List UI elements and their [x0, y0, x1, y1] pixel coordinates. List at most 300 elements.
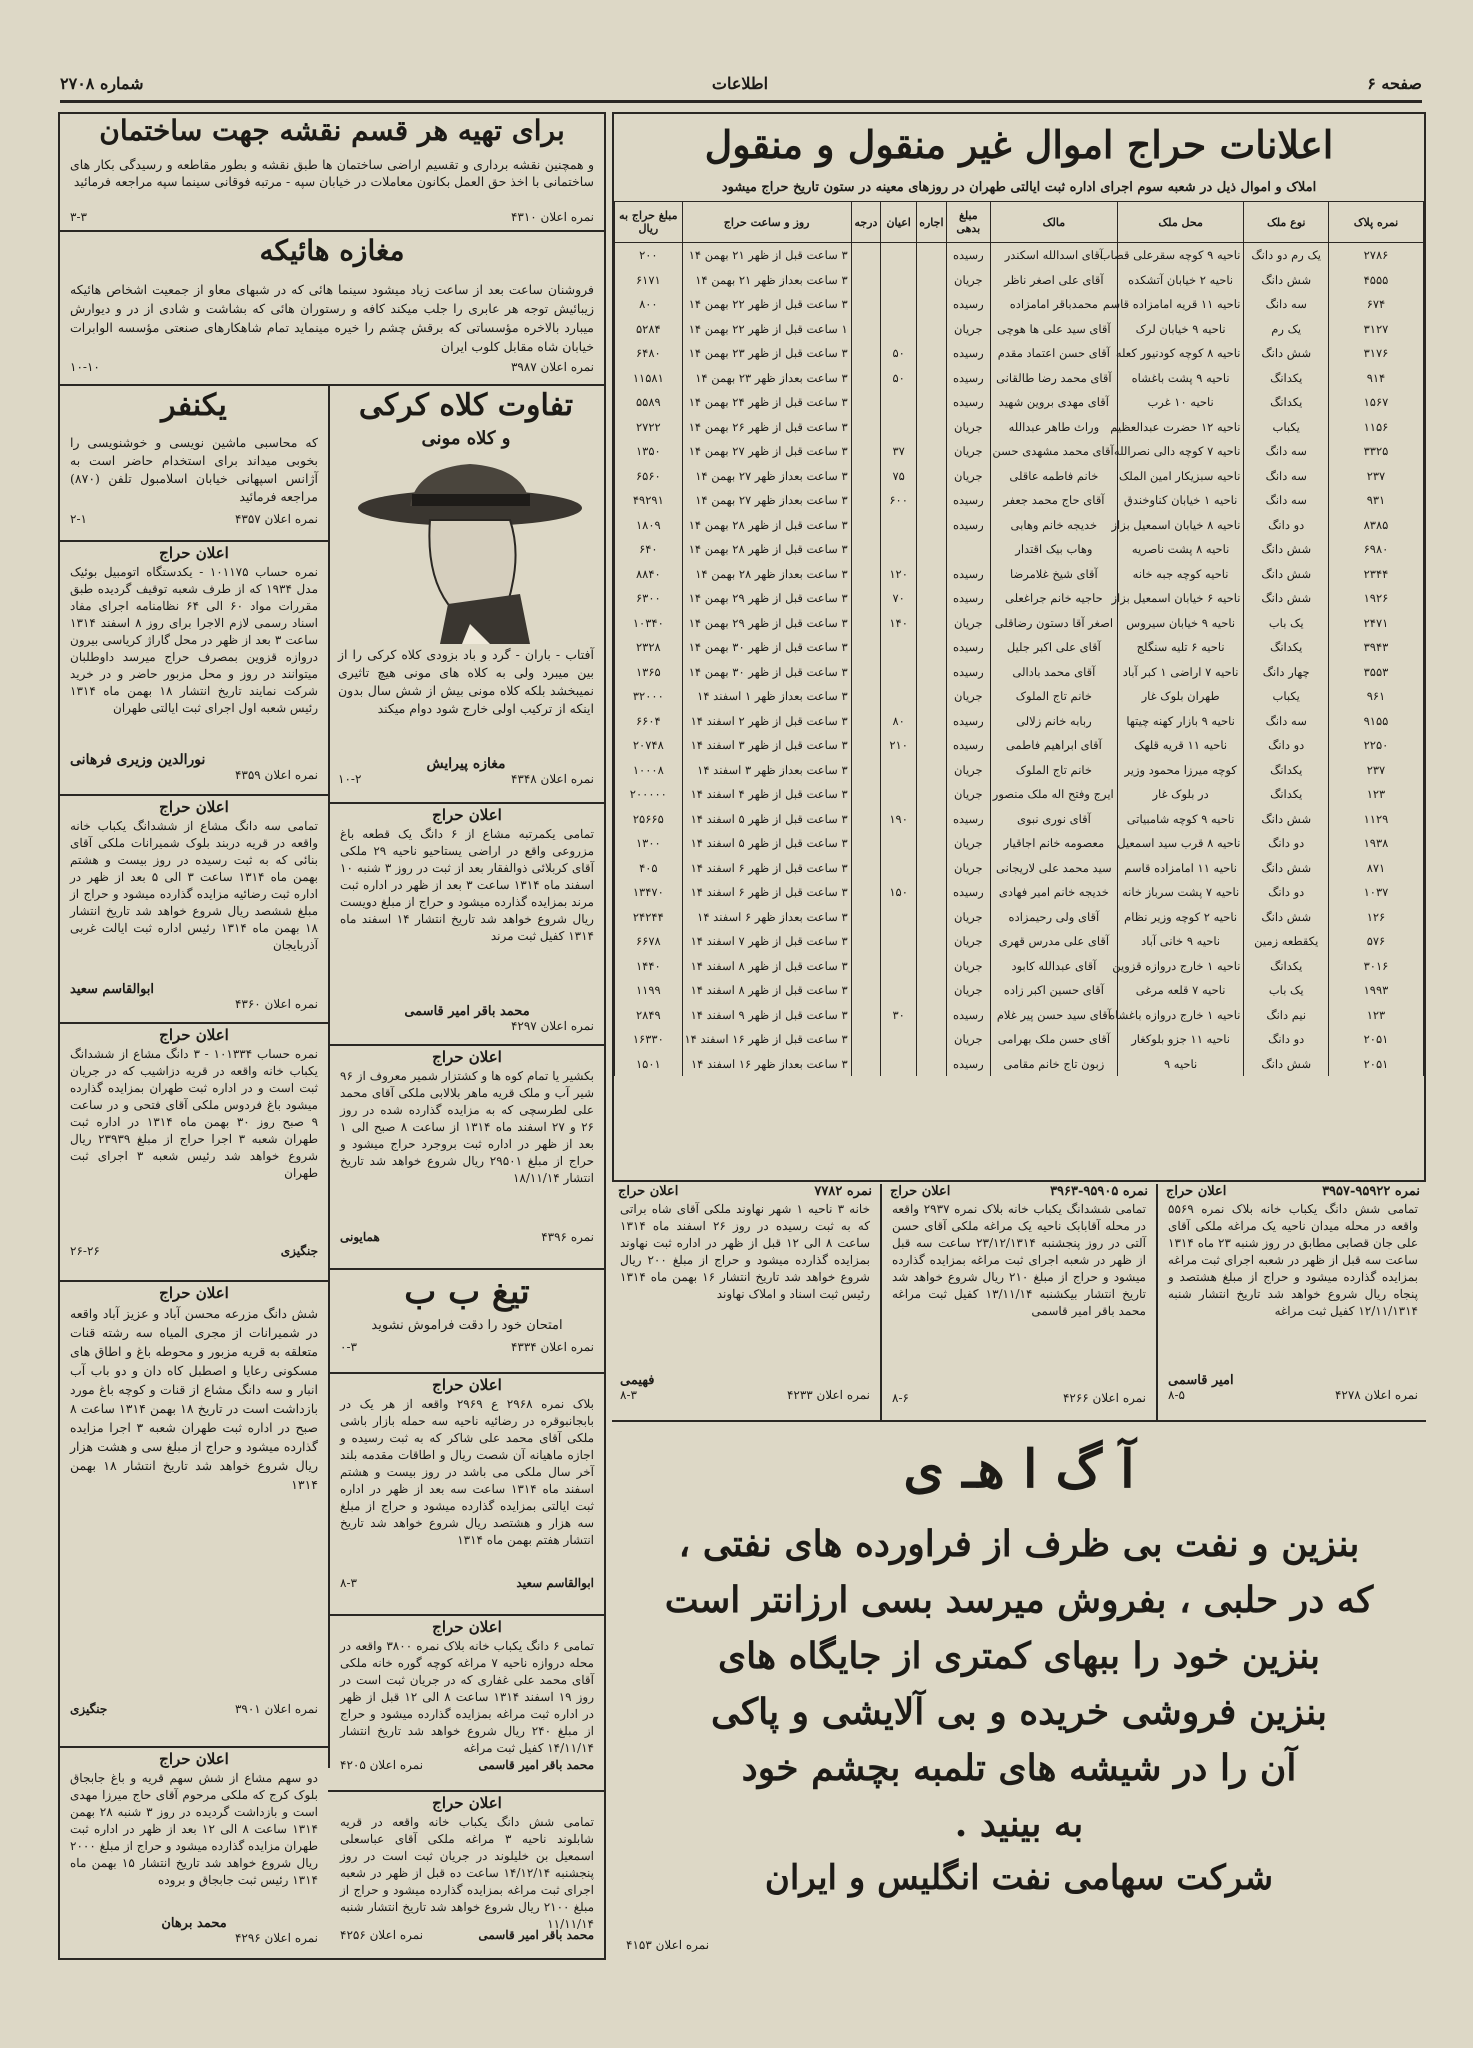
table-cell [917, 856, 947, 881]
table-row [615, 880, 1424, 905]
table-cell: جریان [946, 1027, 990, 1052]
table-cell: ۱۶۳۳۰ [615, 1027, 683, 1052]
table-header-cell: اجاره [917, 202, 947, 243]
table-cell [851, 317, 881, 342]
table-cell: ۳ ساعت قبل از ظهر ۲۹ بهمن ۱۴ [682, 586, 851, 611]
table-cell [851, 880, 881, 905]
table-cell [917, 1027, 947, 1052]
table-row [615, 782, 1424, 807]
table-cell: یکدانگ [1244, 782, 1328, 807]
auction-h-body: بلاک نمره ۲۹۶۸ ع ۲۹۶۹ واقعه از هر یک در بابجانبوقره در رضائیه ناحیه سه حمله بازار باشی ملکی آقای محمد علی شاکر که به ثبت رسیده و اجازه ماهیانه آن شصت ریال و اطاقات مقدمه بلند آخر سال ملکی می باشد در روز بیست و هشتم اسفند ماه ۱۳۱۴ ساعت سه بعد از ظهر در اداره ثبت ایالتی بمزایده گذارده میشود و حراج از مبلغ سه هزار و هشتصد ریال شروع خواهد شد تاریخ انتشار هفتم بهمن ماه ۱۳۱۴ [340, 1397, 594, 1547]
table-cell: ۳ ساعت قبل از ظهر ۶ اسفند ۱۴ [682, 856, 851, 881]
table-cell [881, 978, 917, 1003]
mid-ad-2-body: تمامی ششدانگ یکباب خانه بلاک نمره ۲۹۳۷ واقعه در محله آقابابک ناحیه یک مراغه ملکی آقای حسن آلتی در روز پنجشنبه ۲۳/۱۲/۱۳۱۴ ساعت سه قبل از ظهر در شعبه اجرای ثبت مراغه بمزایده گذارده میشود و حراج از مبلغ ۲۱۰ ریال شروع خواهد شد تاریخ انتشار بیکشنبه ۱۳/۱۱/۱۴ کفیل ثبت مراغه محمد باقر امیر قاسمی [892, 1202, 1147, 1318]
table-cell: ۳۷ [881, 439, 917, 464]
auction-j-body: تمامی شش دانگ یکباب خانه واقعه در قریه شابلوند ناحیه ۳ مراغه ملکی آقای عباسعلی اسمعیل بن خلیلوند در جریان ثبت است در روز پنجشنبه ۱۴/۱۲/۱۴ ساعت ده قبل از ظهر در شعبه اجرای ثبت مراغه بمزایده گذارده میشود و حراج از مبلغ ۲۱۰۰ ریال شروع خواهد شد تاریخ انتشار شنبه ۱۱/۱۱/۱۴ [340, 1815, 594, 1931]
table-cell: ۶۶۰۴ [615, 709, 683, 734]
table-cell: طهران بلوک غار [1117, 684, 1244, 709]
table-cell [917, 586, 947, 611]
table-cell: جریان [946, 978, 990, 1003]
mid-ad-2-num: نمره ۹۵۹۰۵-۳۹۶۳ [1050, 1184, 1148, 1199]
table-header-cell: روز و ساعت حراج [682, 202, 851, 243]
table-cell: ناحیه ۹ خانی آباد [1117, 929, 1244, 954]
table-cell [851, 978, 881, 1003]
table-cell: ناحیه ۱۱ جزو بلوکغار [1117, 1027, 1244, 1052]
table-cell: ناحیه ۷ قلعه مرغی [1117, 978, 1244, 1003]
table-cell: ۱۲۳ [1328, 782, 1423, 807]
table-cell: ۸۰۰ [615, 292, 683, 317]
table-row [615, 268, 1424, 293]
table-cell: ۴۹۲۹۱ [615, 488, 683, 513]
auction-g-head: اعلان حراج [432, 1048, 502, 1066]
table-cell: ۱۵۶۷ [1328, 390, 1423, 415]
mid-ad-2-foot: نمره اعلان ۴۲۶۶ [1062, 1391, 1146, 1405]
table-cell: ناحیه ۹ کوچه سقرعلی قصاب [1117, 243, 1244, 268]
table-cell: ۵۵۸۹ [615, 390, 683, 415]
divider [58, 794, 328, 796]
yeknafar-number: نمره اعلان ۴۳۵۷ [234, 512, 318, 526]
table-cell [851, 611, 881, 636]
mid-ad-1-head: اعلان حراج [1166, 1184, 1227, 1199]
auction-d [62, 1284, 326, 1744]
table-cell: ۳ ساعت قبل از ظهر ۸ اسفند ۱۴ [682, 954, 851, 979]
table-cell: در بلوک غار [1117, 782, 1244, 807]
table-cell: آقای علی اصغر ناظر [991, 268, 1118, 293]
auction-b-head: اعلان حراج [159, 798, 229, 816]
table-cell: ناحیه ۱ خارج دروازه قزوین [1117, 954, 1244, 979]
table-cell: ۲۰۷۴۸ [615, 733, 683, 758]
mid-ad-3 [612, 1184, 878, 1420]
table-cell: ناحیه ۶ خیابان اسمعیل بزاز [1117, 586, 1244, 611]
teegh-body: امتحان خود را دقت فراموش نشوید [371, 1318, 563, 1333]
table-cell: ۲۳۲۸ [615, 635, 683, 660]
table-cell: ۱۱۹۹ [615, 978, 683, 1003]
table-cell [851, 807, 881, 832]
table-cell: آقای شیخ غلامرضا [991, 562, 1118, 587]
auction-g-body: بکشیر یا تمام کوه ها و کشتزار شمیر معروف از ۹۶ شیر آب و ملک قریه ماهر بلالابی ملکی آقای محمد علی لطرسچی که به مزایده گذارده شده در روز ۲۶ و ۲۷ اسفند ماه ۱۳۱۴ از ساعت ۸ صبح الی ۱ بعد از ظهر در اداره ثبت بروجرد حراج میشود و حراج از مبلغ ۲۹۵۰۱ ریال شروع خواهد شد تاریخ انتشار ۱۸/۱۱/۱۴ [340, 1069, 594, 1185]
table-cell: رسیده [946, 341, 990, 366]
table-cell: رسیده [946, 243, 990, 268]
table-header-cell: اعیان [881, 202, 917, 243]
table-cell: ۳ ساعت بعداز ظهر ۲۱ بهمن ۱۴ [682, 268, 851, 293]
auction-c-number: ۲۶-۲۶ [70, 1244, 100, 1258]
yeknafar-code: ۲-۱ [70, 512, 87, 526]
auction-c-sign: جنگیزی [280, 1244, 318, 1258]
table-cell: آقای حاج محمد جعفر [991, 488, 1118, 513]
table-cell [917, 366, 947, 391]
table-cell: ۳ ساعت بعداز ظهر ۱۶ اسفند ۱۴ [682, 1052, 851, 1077]
table-cell: ۲۰۵۱ [1328, 1052, 1423, 1077]
masthead [60, 72, 1422, 98]
table-row [615, 415, 1424, 440]
table-cell: ۹۱۵۵ [1328, 709, 1423, 734]
table-cell: آقای علی مدرس قهری [991, 929, 1118, 954]
table-cell: حاجیه خانم جراغعلی [991, 586, 1118, 611]
divider [328, 802, 606, 804]
table-cell: رسیده [946, 660, 990, 685]
table-cell: ۱۳۵۰ [615, 439, 683, 464]
table-cell: ۳ ساعت قبل از ظهر ۲۴ بهمن ۱۴ [682, 390, 851, 415]
table-cell: یک رم دو دانگ [1244, 243, 1328, 268]
table-cell: ۶۷۴ [1328, 292, 1423, 317]
table-header-cell: مالک [991, 202, 1118, 243]
table-row [615, 1027, 1424, 1052]
table-cell: شش دانگ [1244, 905, 1328, 930]
table-cell: آقای سید علی ها هوچی [991, 317, 1118, 342]
table-cell: ناحیه ۱ خارج دروازه باغشاه [1117, 1003, 1244, 1028]
table-cell: ۹۱۴ [1328, 366, 1423, 391]
mid-ad-2-code: ۸-۶ [892, 1391, 909, 1405]
table-cell: ناحیه ۹ بازار کهنه چیتها [1117, 709, 1244, 734]
table-cell: اصغر آقا دستون رضاقلی [991, 611, 1118, 636]
table-cell [881, 660, 917, 685]
table-cell: ۳ ساعت قبل از ظهر ۵ اسفند ۱۴ [682, 807, 851, 832]
table-cell [881, 292, 917, 317]
table-cell: ۱۵۰ [881, 880, 917, 905]
table-cell: زبون تاج خانم مقامی [991, 1052, 1118, 1077]
table-cell: ۸۸۴۰ [615, 562, 683, 587]
table-cell: ۱۴۴۰ [615, 954, 683, 979]
table-cell: ۳ ساعت قبل از ظهر ۳ اسفند ۱۴ [682, 733, 851, 758]
table-row [615, 831, 1424, 856]
table-cell: یکدانگ [1244, 390, 1328, 415]
divider [328, 1044, 606, 1046]
table-cell: ناحیه ۱۱ قریه قلهک [1117, 733, 1244, 758]
table-cell: جریان [946, 268, 990, 293]
table-cell [851, 513, 881, 538]
table-cell: ۲۰۰ [615, 243, 683, 268]
table-cell: ۳ ساعت قبل از ظهر ۴ اسفند ۱۴ [682, 782, 851, 807]
table-cell: ۳ ساعت قبل از ظهر ۸ اسفند ۱۴ [682, 978, 851, 1003]
table-cell: ۲۵۶۶۵ [615, 807, 683, 832]
table-cell: ۳ ساعت قبل از ظهر ۲۲ بهمن ۱۴ [682, 292, 851, 317]
table-cell: سه دانگ [1244, 464, 1328, 489]
table-header-cell: محل ملک [1117, 202, 1244, 243]
table-cell [881, 243, 917, 268]
table-cell [881, 1052, 917, 1077]
table-row [615, 439, 1424, 464]
table-cell: خدیجه خانم وهابی [991, 513, 1118, 538]
table-row [615, 1052, 1424, 1077]
table-cell: ۱۲۶ [1328, 905, 1423, 930]
table-cell [917, 954, 947, 979]
table-cell: ۳۰ [881, 1003, 917, 1028]
table-cell: ۶۰۰ [881, 488, 917, 513]
table-cell: آقای ولی رحیمزاده [991, 905, 1118, 930]
table-cell [851, 268, 881, 293]
auction-a [62, 544, 326, 792]
auction-a-head: اعلان حراج [159, 544, 229, 562]
auction-j [332, 1794, 602, 1956]
table-cell [851, 635, 881, 660]
table-cell: ۱۴۰ [881, 611, 917, 636]
table-cell [881, 954, 917, 979]
auction-b-sign: ابوالقاسم سعید [70, 982, 155, 997]
table-header-cell: نمره پلاک [1328, 202, 1423, 243]
table-cell: ۱۹۳۸ [1328, 831, 1423, 856]
auction-j-head: اعلان حراج [432, 1794, 502, 1812]
masthead-rule [60, 100, 1422, 103]
auction-d-number: نمره اعلان ۳۹۰۱ [234, 1702, 318, 1716]
auction-title: اعلانات حراج اموال غیر منقول و منقول [704, 122, 1334, 167]
auction-f-sign: محمد باقر امیر قاسمی [404, 1004, 530, 1019]
table-cell: خانم تاج الملوک [991, 758, 1118, 783]
table-cell: ۲۱۰ [881, 733, 917, 758]
table-cell [851, 929, 881, 954]
table-cell: ۱۲۰ [881, 562, 917, 587]
table-cell: دو دانگ [1244, 880, 1328, 905]
table-cell: شش دانگ [1244, 1052, 1328, 1077]
table-cell: ۹۳۱ [1328, 488, 1423, 513]
table-cell: ۷۰ [881, 586, 917, 611]
table-cell: ۲۷۲۲ [615, 415, 683, 440]
table-cell: ۳ ساعت بعداز ظهر ۲۷ بهمن ۱۴ [682, 488, 851, 513]
map-ad [62, 114, 602, 228]
table-cell: ۳۵۵۳ [1328, 660, 1423, 685]
table-cell: ناحیه سبزیکار امین الملک [1117, 464, 1244, 489]
table-header-cell: مبلغ حراج به ریال [615, 202, 683, 243]
table-cell: جریان [946, 905, 990, 930]
table-cell: ناحیه ۱۲ حضرت عبدالعظیم [1117, 415, 1244, 440]
table-cell: رسیده [946, 880, 990, 905]
haika-body: فروشنان ساعت بعد از ساعت زیاد میشود سینما هائی که در شبهای معاو از جمعیت اشخاص هائیکه زیبائیش توجه هر عابری را جلب میکند کافه و رستوران هائی که بشاشت و شادی از در و دیوارش میبارد بالاخره مؤسساتی که برقش چشم را خیره مینماید تمام شاهکارهای صنعتی مؤسسه الوابرات خیابان شاه مقابل کلوب ایران [70, 282, 594, 354]
table-cell: شش دانگ [1244, 562, 1328, 587]
hat-ad-subtitle: و کلاه مونی [421, 428, 511, 449]
table-cell: دو دانگ [1244, 513, 1328, 538]
table-row [615, 758, 1424, 783]
table-cell [881, 782, 917, 807]
oil-notice-company: شرکت سهامی نفت انگلیس و ایران [764, 1858, 1274, 1898]
hat-man-illustration [330, 454, 602, 644]
mid-ad-1-num: نمره ۹۵۹۲۲-۳۹۵۷ [1322, 1184, 1420, 1199]
table-cell: آقای حسین اکبر زاده [991, 978, 1118, 1003]
table-cell: ۱۹۰ [881, 807, 917, 832]
table-cell: ناحیه ۹ پشت باغشاه [1117, 366, 1244, 391]
table-cell: ۶۱۷۱ [615, 268, 683, 293]
table-cell: ۳ ساعت قبل از ظهر ۲۷ بهمن ۱۴ [682, 439, 851, 464]
table-cell: یکباب [1244, 684, 1328, 709]
table-cell: ناحیه ۷ پشت سرباز خانه [1117, 880, 1244, 905]
table-row [615, 586, 1424, 611]
table-cell: خدیجه خانم امیر فهادی [991, 880, 1118, 905]
table-cell: سه دانگ [1244, 488, 1328, 513]
table-cell [851, 660, 881, 685]
table-cell: جریان [946, 684, 990, 709]
table-cell: ۳ ساعت قبل از ظهر ۳۰ بهمن ۱۴ [682, 660, 851, 685]
table-cell: کوچه میرزا محمود وزیر [1117, 758, 1244, 783]
table-cell [917, 268, 947, 293]
table-cell: رسیده [946, 390, 990, 415]
table-cell [881, 831, 917, 856]
table-cell [881, 856, 917, 881]
table-cell [881, 268, 917, 293]
table-cell [917, 317, 947, 342]
oil-notice [612, 1424, 1426, 1960]
table-cell: آقای محمد رضا طالقانی [991, 366, 1118, 391]
table-cell: ۸۳۸۵ [1328, 513, 1423, 538]
mid-ad-3-head: اعلان حراج [618, 1184, 679, 1199]
auction-c-head: اعلان حراج [159, 1026, 229, 1044]
table-cell [917, 782, 947, 807]
table-cell [851, 439, 881, 464]
table-cell: ۳۳۲۵ [1328, 439, 1423, 464]
table-row [615, 684, 1424, 709]
divider [58, 540, 328, 542]
table-cell [917, 562, 947, 587]
table-cell [917, 978, 947, 1003]
paper-name: اطلاعات [711, 74, 769, 93]
auction-h-sign: ابوالقاسم سعید [516, 1576, 594, 1590]
haika-number: نمره اعلان ۳۹۸۷ [510, 360, 594, 374]
table-cell: ناحیه ۸ کوچه کودنیور کعله [1117, 341, 1244, 366]
oil-notice-number: نمره اعلان ۴۱۵۳ [626, 1938, 710, 1952]
table-cell [917, 1052, 947, 1077]
table-cell: آقای محمد مشهدی حسن [991, 439, 1118, 464]
table-cell: ۲۳۷ [1328, 758, 1423, 783]
table-cell: ۸۰ [881, 709, 917, 734]
table-cell: ناحیه ۷ کوچه دالی نصرالله [1117, 439, 1244, 464]
table-cell [851, 782, 881, 807]
table-row [615, 807, 1424, 832]
table-cell [881, 537, 917, 562]
table-cell: ۱۸۰۹ [615, 513, 683, 538]
table-cell: ۳۰۱۶ [1328, 954, 1423, 979]
table-cell [917, 341, 947, 366]
table-cell: ناحیه ۹ خیابان سیروس [1117, 611, 1244, 636]
table-cell [917, 758, 947, 783]
oil-notice-line: بنزین خود را ببهای کمتری از جایگاه های [717, 1635, 1321, 1677]
auction-h [332, 1376, 602, 1612]
table-cell [881, 684, 917, 709]
table-cell [851, 243, 881, 268]
mid-ad-1 [1160, 1184, 1426, 1420]
table-cell: یک رم [1244, 317, 1328, 342]
table-cell: جریان [946, 317, 990, 342]
table-cell: رسیده [946, 488, 990, 513]
table-cell: ۹۶۱ [1328, 684, 1423, 709]
table-cell [851, 1027, 881, 1052]
mid-ad-3-num: نمره ۷۷۸۲ [814, 1184, 872, 1199]
table-cell: رسیده [946, 513, 990, 538]
table-cell: ۱۳۴۷۰ [615, 880, 683, 905]
table-cell: رسیده [946, 807, 990, 832]
table-row [615, 390, 1424, 415]
table-cell: ناحیه ۹ [1117, 1052, 1244, 1077]
table-cell [851, 1003, 881, 1028]
table-cell: یکدانگ [1244, 635, 1328, 660]
oil-notice-line: آن را در شیشه های تلمبه بچشم خود [741, 1747, 1297, 1789]
table-cell: آقای حسن اعتماد مقدم [991, 341, 1118, 366]
table-cell [851, 488, 881, 513]
table-row [615, 660, 1424, 685]
mid-ad-3-sign: فهیمی [620, 1373, 655, 1388]
table-cell: ۳ ساعت قبل از ظهر ۲۸ بهمن ۱۴ [682, 513, 851, 538]
table-cell: نیم دانگ [1244, 1003, 1328, 1028]
auction-d-sign: جنگیزی [70, 1702, 108, 1716]
auction-f-body: تمامی یکمرتبه مشاع از ۶ دانگ یک قطعه باغ مزروعی واقع در اراضی یستاحیو ناحیه ۲۹ ملکی آقای کربلائی ذوالفقار بعد از ثبت در روز ۳ شنبه ۱۰ اسفند ماه ۱۳۱۴ ساعت ۳ بعد از ظهر در اداره ثبت مرند بمزایده گذارده میشود و حراج از مبلغ دویست ریال شروع خواهد شد تاریخ انتشار ۱۴ اسفند ماه ۱۳۱۴ کفیل ثبت مرند [340, 827, 595, 943]
hat-ad [330, 388, 602, 800]
table-cell: ۴۵۵۵ [1328, 268, 1423, 293]
table-cell [917, 929, 947, 954]
table-cell [851, 733, 881, 758]
table-cell: آقای اسدالله اسکندر [991, 243, 1118, 268]
table-cell: ۱۹۲۶ [1328, 586, 1423, 611]
table-row [615, 292, 1424, 317]
mid-ad-2-head: اعلان حراج [890, 1184, 951, 1199]
divider [58, 1746, 328, 1748]
auction-f [332, 806, 602, 1042]
table-row [615, 341, 1424, 366]
table-cell [851, 341, 881, 366]
table-cell: آقای سید حسن پیر غلام [991, 1003, 1118, 1028]
mid-ad-1-foot: نمره اعلان ۴۲۷۸ [1334, 1388, 1418, 1402]
table-cell: ۵۰ [881, 341, 917, 366]
divider [328, 1614, 606, 1616]
column-divider [328, 384, 330, 1768]
table-cell [917, 243, 947, 268]
auction-j-number: نمره اعلان ۴۲۵۶ [340, 1928, 424, 1942]
column-divider [880, 1184, 882, 1420]
auction-e-number: نمره اعلان ۴۲۹۶ [234, 1931, 318, 1945]
table-cell [851, 954, 881, 979]
table-cell: جریان [946, 929, 990, 954]
auction-d-head: اعلان حراج [159, 1284, 229, 1302]
auction-table-section [612, 112, 1426, 1182]
auction-a-body: نمره حساب ۱۰۱۱۷۵ - یکدستگاه اتومبیل بوئیک مدل ۱۹۳۴ که از طرف شعبه توقیف گردیده طبق مقررات مواد ۶۰ الی ۶۴ نظامنامه اجرای مفاد اسناد رسمی لازم الاجرا برای روز ۸ اسفند ۱۳۱۴ ساعت ۳ بعد از ظهر در محل گاراژ کریاسی بیرون دروازه قزوین بمصرف حراج میرسد داوطلبان میتوانند در روز و محل مزبور حاضر و در خرید شرکت نمایند تاریخ انتشار ۱۸ بهمن ماه ۱۳۱۴ رئیس شعبه اول اجرای ثبت ایالتی طهران [70, 565, 319, 715]
table-row [615, 317, 1424, 342]
map-ad-body: و همچنین نقشه برداری و تقسیم اراضی ساختمان ها طبق نقشه و بطور مقاطعه و رسیدگی بکار های ساختمانی با اخذ حق العمل بکانون معاملات در خیابان سپه - مرتبه فوقانی سینما سپه مراجعه فرمائید [70, 157, 594, 189]
table-cell: ۱۱۵۶ [1328, 415, 1423, 440]
hat-ad-number: نمره اعلان ۴۳۴۸ [510, 772, 594, 786]
auction-b [62, 798, 326, 1020]
table-cell: ناحیه ۸ قرب سید اسمعیل [1117, 831, 1244, 856]
table-header-cell: مبلغ بدهی [946, 202, 990, 243]
table-row [615, 537, 1424, 562]
oil-notice-line: به بینید . [954, 1803, 1084, 1845]
table-cell: جریان [946, 611, 990, 636]
table-cell [917, 831, 947, 856]
issue-number: شماره ۲۷۰۸ [60, 74, 144, 93]
table-cell [917, 611, 947, 636]
table-cell: ۶۴۰ [615, 537, 683, 562]
table-cell: آقای علی اکبر جلیل [991, 635, 1118, 660]
hat-ad-code: ۱۰-۲ [338, 772, 362, 786]
table-cell: رسیده [946, 733, 990, 758]
table-cell: جریان [946, 439, 990, 464]
table-cell: ۳ ساعت بعداز ظهر ۲۳ بهمن ۱۴ [682, 366, 851, 391]
table-cell [946, 537, 990, 562]
table-cell [881, 317, 917, 342]
table-row [615, 243, 1424, 268]
auction-g-sign: همایونی [340, 1230, 380, 1244]
table-row [615, 611, 1424, 636]
table-cell [917, 1003, 947, 1028]
table-cell: رسیده [946, 1003, 990, 1028]
table-cell [851, 537, 881, 562]
table-cell [881, 758, 917, 783]
auction-i-body: تمامی ۶ دانگ یکباب خانه بلاک نمره ۳۸۰۰ واقعه در محله دروازه ناحیه ۷ مراغه کوچه گوره خانه ملکی آقای محمد علی غفاری که در جریان ثبت است در روز ۱۹ اسفند ۱۳۱۴ ساعت ۸ الی ۱۲ قبل از ظهر در اداره ثبت مراغه بمزایده گذارده میشود و حراج از مبلغ ۲۴۰ ریال شروع خواهد شد تاریخ انتشار ۱۴/۱۱/۱۴ کفیل ثبت مراغه [340, 1639, 594, 1755]
hat-ad-body: آفتاب - باران - گرد و باد بزودی کلاه کرکی را از بین میبرد ولی به کلاه های مونی هیچ تاثیری نمیبخشد بلکه کلاه مونی بیش از شش سال بدون اینکه از ترکیب اولی خارج شود دوام میکند [338, 647, 594, 716]
auction-i-sign: محمد باقر امیر قاسمی [478, 1758, 594, 1772]
table-cell: ۲۳۷ [1328, 464, 1423, 489]
table-row [615, 856, 1424, 881]
table-cell: ناحیه ۲ خیابان آتشکده [1117, 268, 1244, 293]
teegh-title: تیغ ب ب [404, 1272, 530, 1312]
table-cell: رسیده [946, 709, 990, 734]
divider [328, 1790, 606, 1792]
table-cell [917, 684, 947, 709]
table-cell: ۳ ساعت قبل از ظهر ۹ اسفند ۱۴ [682, 1003, 851, 1028]
